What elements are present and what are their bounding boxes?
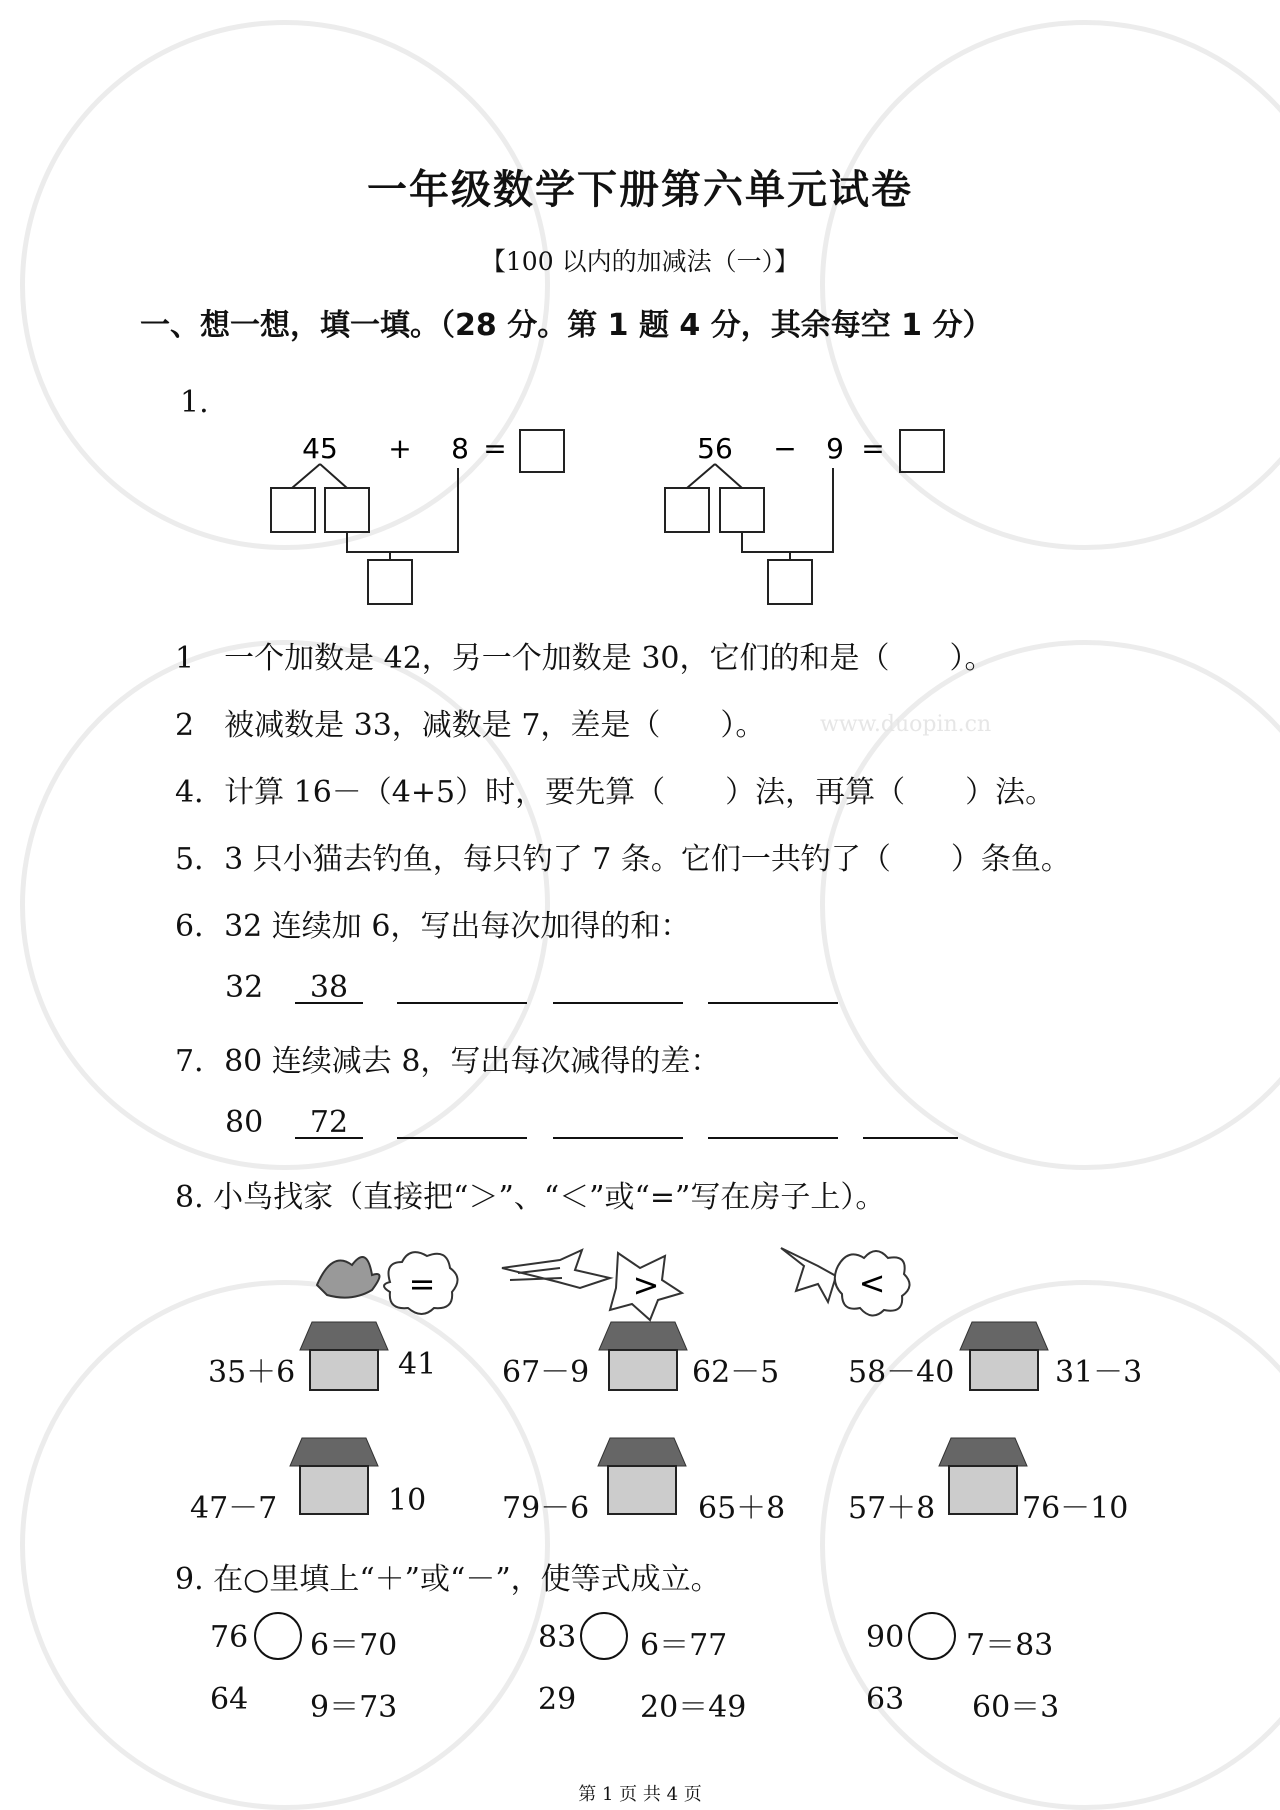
question-9: 9. 在○里填上“＋”或“－”，使等式成立。: [175, 1562, 721, 1597]
q6-blank-4[interactable]: [708, 970, 838, 1004]
q9-circle-3[interactable]: [906, 1610, 958, 1662]
house-1-right: 41: [398, 1347, 437, 1382]
q6-blank-1[interactable]: 38: [295, 970, 363, 1004]
bird-1-sign: =: [408, 1265, 436, 1303]
question-4: 4．计算 16－（4+5）时，要先算（ ）法，再算（ ）法。: [175, 775, 1056, 810]
q9-r1-a3: 90: [866, 1620, 905, 1655]
house-3-right: 31－3: [1055, 1355, 1143, 1390]
house-6-icon[interactable]: [937, 1436, 1029, 1518]
q9-r1-rest2: 6＝77: [640, 1628, 728, 1663]
q7-blank-2[interactable]: [397, 1105, 527, 1139]
question-7: 7．80 连续减去 8，写出每次减得的差：: [175, 1044, 721, 1079]
house-6-right: 76－10: [1022, 1491, 1129, 1526]
question-2: 1 一个加数是 42，另一个加数是 30，它们的和是（ ）。: [175, 641, 995, 676]
house-1-left: 35＋6: [208, 1355, 296, 1390]
question-8: 8. 小鸟找家（直接把“＞”、“＜”或“=”写在房子上）。: [175, 1180, 886, 1215]
bird-2-sign: >: [632, 1266, 660, 1304]
section-heading: 一、想一想，填一填。（28 分。第 1 题 4 分，其余每空 1 分）: [140, 308, 993, 343]
q9-r2-rest2: 20＝49: [640, 1690, 747, 1725]
q9-circle-1[interactable]: [252, 1610, 304, 1662]
house-3-icon[interactable]: [958, 1320, 1050, 1392]
q9-circle-2[interactable]: [578, 1610, 630, 1662]
house-5-icon[interactable]: [596, 1436, 688, 1518]
page-footer: 第 1 页 共 4 页: [578, 1784, 702, 1805]
q9-r2-a3: 63: [866, 1682, 905, 1717]
q9-r1-a1: 76: [210, 1620, 249, 1655]
q6-start: 32: [225, 970, 264, 1005]
q7-start: 80: [225, 1105, 264, 1140]
q1-right-b: 9: [826, 432, 844, 465]
q7-blank-1[interactable]: 72: [295, 1105, 363, 1139]
q1-label: 1.: [180, 385, 209, 420]
question-5: 5．3 只小猫去钓鱼，每只钓了 7 条。它们一共钓了（ ）条鱼。: [175, 842, 1071, 877]
bird-3-icon: [776, 1236, 916, 1322]
house-2-right: 62－5: [692, 1355, 780, 1390]
q7-blank-5[interactable]: [863, 1105, 958, 1139]
q1-diagram: [270, 420, 970, 620]
q6-blank-2[interactable]: [397, 970, 527, 1004]
q1-right-a: 56: [697, 432, 733, 465]
q1-left-a: 45: [302, 432, 338, 465]
q9-r1-rest3: 7＝83: [966, 1628, 1054, 1663]
q7-blank-3[interactable]: [553, 1105, 683, 1139]
q9-r1-a2: 83: [538, 1620, 577, 1655]
house-6-left: 57＋8: [848, 1491, 936, 1526]
watermark-url: www.duopin.cn: [820, 712, 992, 737]
q6-blank-3[interactable]: [553, 970, 683, 1004]
bird-3-sign: <: [858, 1264, 886, 1302]
house-2-icon[interactable]: [597, 1320, 689, 1392]
house-2-left: 67－9: [502, 1355, 590, 1390]
page-title: 一年级数学下册第六单元试卷: [367, 167, 913, 213]
house-3-left: 58－40: [848, 1355, 955, 1390]
house-5-left: 79－6: [502, 1491, 590, 1526]
house-4-icon[interactable]: [288, 1436, 380, 1518]
bird-1-icon: [312, 1240, 462, 1320]
q1-left-op: +: [388, 432, 412, 465]
q1-right-eq: =: [861, 432, 885, 465]
house-4-right: 10: [388, 1483, 427, 1518]
q9-r2-a1: 64: [210, 1682, 249, 1717]
q9-r2-rest3: 60＝3: [972, 1690, 1060, 1725]
q1-left-eq: =: [483, 432, 507, 465]
house-5-right: 65＋8: [698, 1491, 786, 1526]
q9-r2-a2: 29: [538, 1682, 577, 1717]
house-4-left: 47－7: [190, 1491, 278, 1526]
q1-right-op: −: [773, 432, 797, 465]
q9-r1-rest1: 6＝70: [310, 1628, 398, 1663]
house-1-icon[interactable]: [298, 1320, 390, 1392]
q9-r2-rest1: 9＝73: [310, 1690, 398, 1725]
bird-2-icon: [500, 1238, 690, 1322]
question-3: 2 被减数是 33，减数是 7，差是（ ）。: [175, 708, 766, 743]
question-6: 6．32 连续加 6，写出每次加得的和：: [175, 909, 691, 944]
page-subtitle: 【100 以内的加减法（一）】: [480, 247, 800, 276]
q7-blank-4[interactable]: [708, 1105, 838, 1139]
q1-left-b: 8: [451, 432, 469, 465]
